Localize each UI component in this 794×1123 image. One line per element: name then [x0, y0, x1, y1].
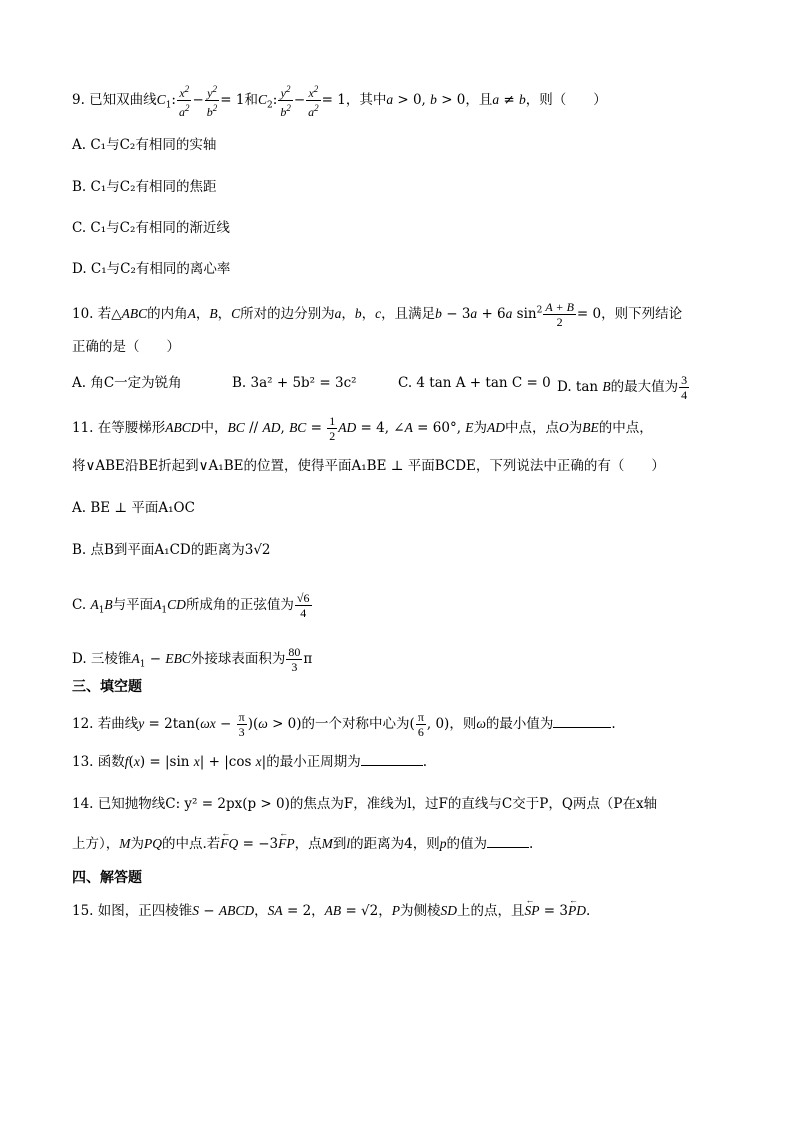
q14-line2: 上方），M为PQ的中点.若← FQ = −3← FP，点M到l的距离为4，则p的值为 . [72, 834, 754, 854]
q14-line1: 14. 已知抛物线C: y² = 2px(p > 0)的焦点为F，准线为l，过F的直线与C交于P，Q两点（P在x轴 [72, 796, 658, 812]
q10-option-d: D. tan B的最大值为 $\frac{3}{4}$ [557, 373, 688, 402]
q9-option-b: B. C₁与C₂有相同的焦距 [72, 179, 217, 195]
q9-option-a: A. C₁与C₂有相同的实轴 [72, 137, 217, 153]
q13: 13. 函数f(x) = |sin x| + |cos x|的最小正周期为 . [72, 754, 428, 770]
q9-stem: 9. 已知双曲线$C_1$: $\frac{x^2}{a^2}$ − $\frac{y^2}{b^2}$ = 1和$C_2$: $\frac{y^2}{b^2}$ − $\frac{x^2}{a^2}$ = 1，其中a > 0, b > 0，且a ≠ b，则（ ） [72, 84, 607, 119]
q10-option-a: A. 角C一定为锐角 [72, 375, 182, 391]
q9-option-c: C. C₁与C₂有相同的渐近线 [72, 220, 230, 236]
q11-option-a: A. BE ⊥ 平面A₁OC [72, 500, 195, 516]
q11-stem-line2: 将∨ABE沿BE折起到∨A₁BE的位置，使得平面A₁BE ⊥ 平面BCDE，下列说法中正确的有（ ） [72, 458, 665, 474]
q10-stem-line2: 正确的是（ ） [72, 339, 180, 355]
q15: 15. 如图，正四棱锥S − ABCD，SA = 2，AB = √2，P为侧棱SD上的点，且← SP = 3← PD. [72, 901, 754, 921]
q9-option-d: D. C₁与C₂有相同的离心率 [72, 261, 231, 277]
q11-option-b: B. 点B到平面A₁CD的距离为3√2 [72, 542, 271, 558]
section-answer-heading: 四、解答题 [72, 870, 142, 886]
q11-option-d: D. 三棱锥$A_1$ − EBC外接球表面积为 $\frac{80}{3}$ π [72, 645, 313, 674]
section-fill-in-heading: 三、填空题 [72, 679, 142, 695]
q11-option-c: C. $A_1B$与平面$A_1CD$所成角的正弦值为 $\frac{√6}{4}$ [72, 591, 310, 620]
q11-stem-line1: 11. 在等腰梯形ABCD中，BC // AD, BC = $\frac{1}{2}$ AD = 4, ∠A = 60°, E为AD中点，点O为BE的中点， [72, 414, 653, 443]
q10-option-b: B. 3a² + 5b² = 3c² [232, 375, 357, 391]
q12: 12. 若曲线y = 2tan(ωx − $\frac{\pi}{3}$ )(ω > 0)的一个对称中心为( $\frac{\pi}{6}$ , 0)，则ω的最小值为 . [72, 710, 616, 739]
q10-stem-line1: 10. 若△ABC的内角A，B，C所对的边分别为a，b，c，且满足b − 3a + 6a $\sin^2$ $\frac{A + B}{2}$ = 0，则下列结论 [72, 300, 683, 329]
q10-option-c: C. 4 tan A + tan C = 0 [398, 375, 551, 391]
